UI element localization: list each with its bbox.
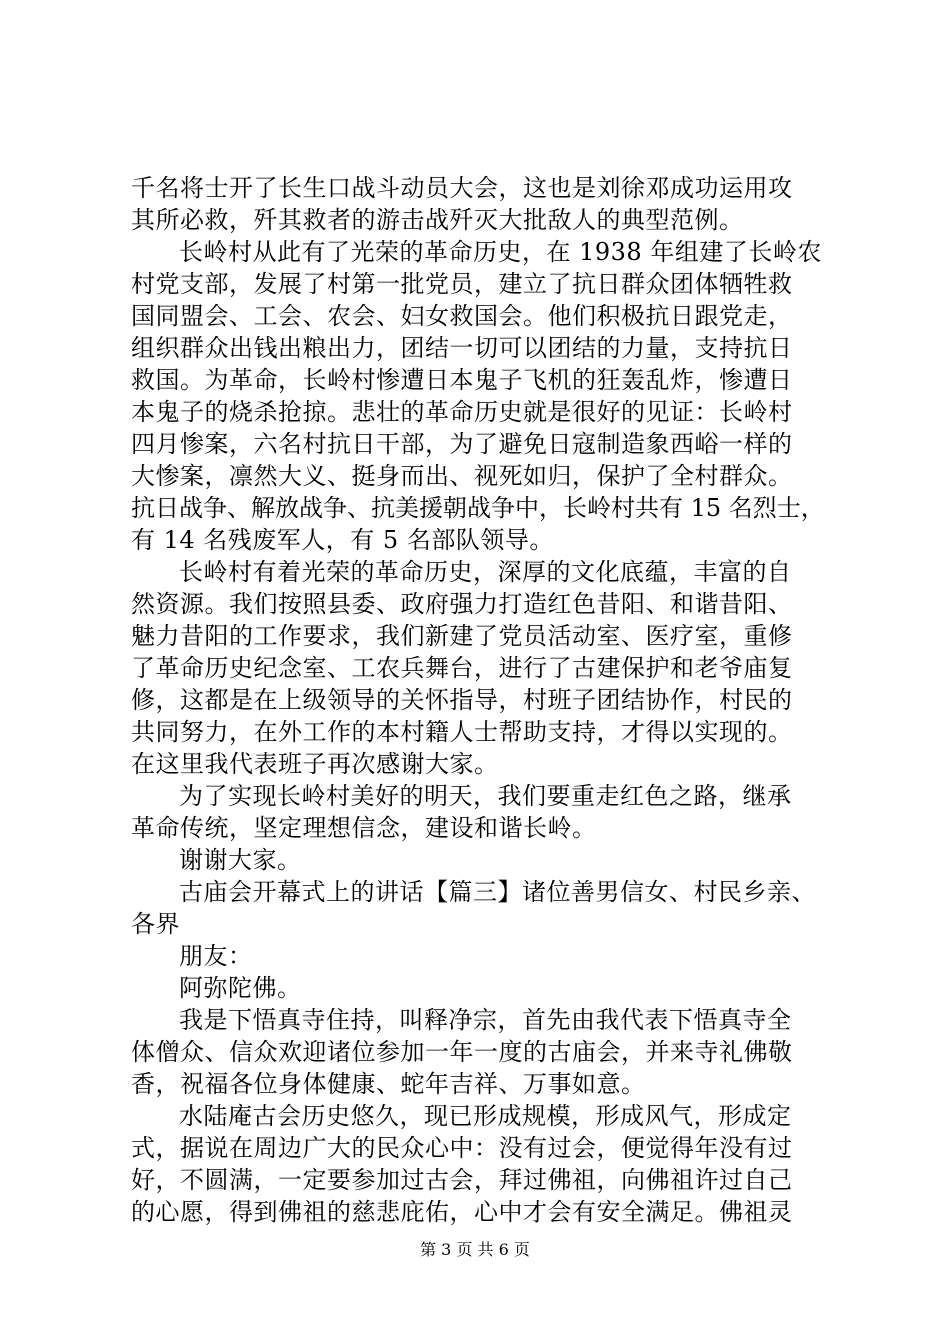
text-line: 古庙会开幕式上的讲话【篇三】诸位善男信女、村民乡亲、 bbox=[179, 878, 816, 906]
text-line: 其所必救，歼其救者的游击战歼灭大批敌人的典型范例。 bbox=[131, 206, 744, 234]
text-line: 有 14 名残废军人，有 5 名部队领导。 bbox=[131, 526, 554, 554]
text-line: 救国。为革命，长岭村惨遭日本鬼子飞机的狂轰乱炸，惨遭日 bbox=[131, 366, 793, 394]
text-line: 革命传统，坚定理想信念，建设和谐长岭。 bbox=[131, 814, 597, 842]
text-line: 组织群众出钱出粮出力，团结一切可以团结的力量，支持抗日 bbox=[131, 334, 793, 362]
text-line: 了革命历史纪念室、工农兵舞台，进行了古建保护和老爷庙复 bbox=[131, 654, 793, 682]
text-line: 长岭村从此有了光荣的革命历史，在 1938 年组建了长岭农 bbox=[179, 238, 822, 266]
text-line: 为了实现长岭村美好的明天，我们要重走红色之路，继承 bbox=[179, 782, 792, 810]
text-line: 本鬼子的烧杀抢掠。悲壮的革命历史就是很好的见证：长岭村 bbox=[131, 398, 793, 426]
text-line: 香，祝福各位身体健康、蛇年吉祥、万事如意。 bbox=[131, 1070, 646, 1098]
text-line: 我是下悟真寺住持，叫释净宗，首先由我代表下悟真寺全 bbox=[179, 1006, 792, 1034]
text-line: 千名将士开了长生口战斗动员大会，这也是刘徐邓成功运用攻 bbox=[131, 174, 793, 202]
text-line: 水陆庵古会历史悠久，现已形成规模，形成风气，形成定 bbox=[179, 1102, 792, 1130]
text-line: 在这里我代表班子再次感谢大家。 bbox=[131, 750, 499, 778]
text-line: 抗日战争、解放战争、抗美援朝战争中，长岭村共有 15 名烈士， bbox=[131, 494, 825, 522]
text-line: 朋友： bbox=[179, 942, 253, 970]
text-line: 然资源。我们按照县委、政府强力打造红色昔阳、和谐昔阳、 bbox=[131, 590, 793, 618]
text-line: 各界 bbox=[131, 910, 180, 938]
text-line: 谢谢大家。 bbox=[179, 846, 302, 874]
text-line: 共同努力，在外工作的本村籍人士帮助支持，才得以实现的。 bbox=[131, 718, 793, 746]
text-line: 魅力昔阳的工作要求，我们新建了党员活动室、医疗室，重修 bbox=[131, 622, 793, 650]
text-line: 村党支部，发展了村第一批党员，建立了抗日群众团体牺牲救 bbox=[131, 270, 793, 298]
text-line: 阿弥陀佛。 bbox=[179, 974, 302, 1002]
text-line: 四月惨案，六名村抗日干部，为了避免日寇制造象西峪一样的 bbox=[131, 430, 793, 458]
text-line: 的心愿，得到佛祖的慈悲庇佑，心中才会有安全满足。佛祖灵 bbox=[131, 1198, 793, 1226]
text-line: 式，据说在周边广大的民众心中：没有过会，便觉得年没有过 bbox=[131, 1134, 793, 1162]
text-line: 长岭村有着光荣的革命历史，深厚的文化底蕴，丰富的自 bbox=[179, 558, 792, 586]
text-line: 好，不圆满，一定要参加过古会，拜过佛祖，向佛祖许过自己 bbox=[131, 1166, 793, 1194]
text-line: 体僧众、信众欢迎诸位参加一年一度的古庙会，并来寺礼佛敬 bbox=[131, 1038, 793, 1066]
text-line: 修，这都是在上级领导的关怀指导，村班子团结协作，村民的 bbox=[131, 686, 793, 714]
body-text bbox=[131, 172, 831, 1228]
text-line: 大惨案，凛然大义、挺身而出、视死如归，保护了全村群众。 bbox=[131, 462, 793, 490]
text-line: 国同盟会、工会、农会、妇女救国会。他们积极抗日跟党走， bbox=[131, 302, 793, 330]
page-footer: 第 3 页 共 6 页 bbox=[420, 1240, 530, 1259]
